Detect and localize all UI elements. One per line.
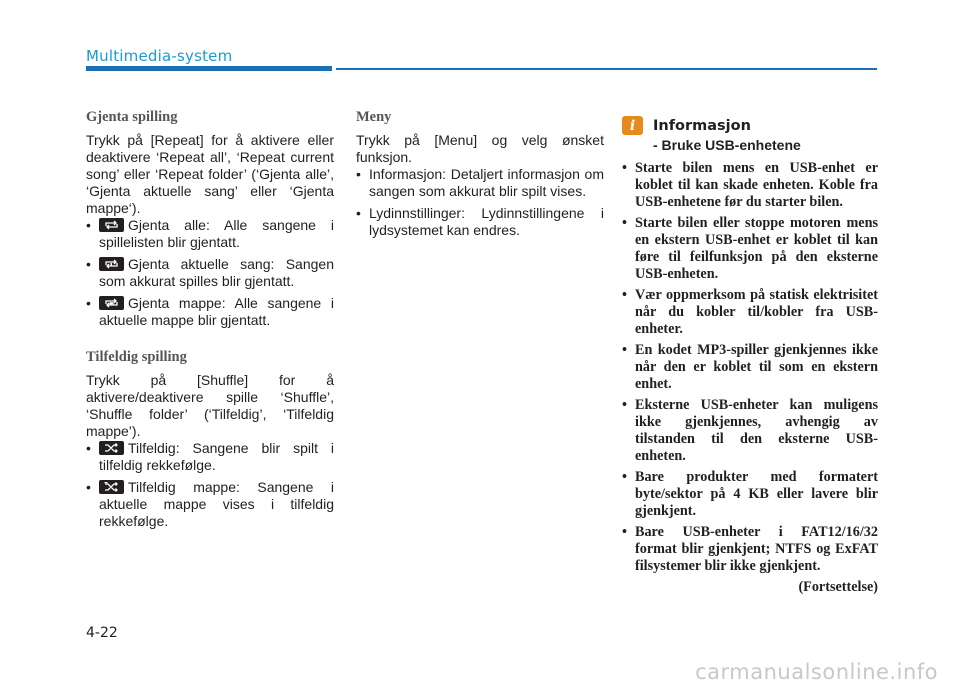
list-item: • Eksterne USB-enheter kan muligens ikke gjenkjennes, avhengig av tilstanden til den eksterne USB-enheten. <box>622 397 878 465</box>
repeat-intro: Trykk på [Repeat] for å aktivere eller deaktivere ‘Repeat all’, ‘Repeat current song’ eller ‘Repeat folder’ (‘Gjenta alle’, ‘Gjenta aktuelle sang’ eller ‘Gjenta mappe‘). <box>86 132 334 216</box>
menu-list <box>356 166 604 239</box>
list-item <box>86 217 334 251</box>
list-item: • Lydinnstillinger: Lydinnstillingene i lydsystemet kan endres. <box>356 205 604 239</box>
info-subtitle: - Bruke USB-enhetene <box>653 137 801 153</box>
watermark: carmanualsonline.info <box>695 660 938 684</box>
shuffle-folder-text: Tilfeldig mappe: Sangene i aktuelle mappe vises i tilfeldig rekkefølge. <box>99 479 334 529</box>
info-title: Informasjon <box>653 117 751 134</box>
column-menu <box>356 108 604 244</box>
shuffle-text: Tilfeldig: Sangene blir spilt i tilfeldig rekkefølge. <box>99 440 334 473</box>
list-item: • Informasjon: Detaljert informasjon om sangen som akkurat blir spilt vises. <box>356 166 604 200</box>
shuffle-icon <box>99 441 124 455</box>
shuffle-folder-icon <box>99 480 124 494</box>
repeat-all-text: Gjenta alle: Alle sangene i spillelisten blir gjentatt. <box>99 217 334 250</box>
list-item: • Vær oppmerksom på statisk elektrisitet når du kobler til/kobler fra USB-enheter. <box>622 287 878 338</box>
header-rule-thick <box>86 66 332 71</box>
list-item: • Starte bilen eller stoppe motoren mens en ekstern USB-enhet er koblet til kan føre til feilfunksjon på den eksterne USB-enheten. <box>622 215 878 283</box>
list-item: • Starte bilen mens en USB-enhet er koblet til kan skade enheten. Koble fra USB-enhetene før du starter bilen. <box>622 160 878 211</box>
list-item <box>86 479 334 530</box>
repeat-all-icon <box>99 218 124 232</box>
section-title: Multimedia-system <box>86 47 233 65</box>
list-item <box>86 295 334 329</box>
list-item <box>86 440 334 474</box>
info-header <box>622 116 878 135</box>
list-item: • Bare produkter med formatert byte/sektor på 4 KB eller lavere blir gjenkjent. <box>622 469 878 520</box>
repeat-one-icon <box>99 257 124 271</box>
info-icon: i <box>622 116 643 135</box>
list-item: • En kodet MP3-spiller gjenkjennes ikke når den er koblet til som en ekstern enhet. <box>622 342 878 393</box>
repeat-list <box>86 217 334 329</box>
repeat-heading: Gjenta spilling <box>86 109 178 125</box>
column-repeat-shuffle <box>86 108 334 535</box>
repeat-one-text: Gjenta aktuelle sang: Sangen som akkurat spilles blir gjentatt. <box>99 256 334 289</box>
shuffle-list <box>86 440 334 530</box>
shuffle-intro: Trykk på [Shuffle] for å aktivere/deaktivere spille ‘Shuffle’, ‘Shuffle folder’ (‘Tilfeldig’, ‘Tilfeldig mappe’). <box>86 372 334 439</box>
menu-heading: Meny <box>356 109 392 125</box>
list-item <box>86 256 334 290</box>
shuffle-heading: Tilfeldig spilling <box>86 349 187 365</box>
continued-note: (Fortsettelse) <box>798 579 878 595</box>
list-item: • Bare USB-enheter i FAT12/16/32 format blir gjenkjent; NTFS og ExFAT filsystemer blir ikke gjenkjent. <box>622 524 878 575</box>
page-number: 4-22 <box>86 625 118 641</box>
column-information <box>622 116 878 596</box>
menu-intro: Trykk på [Menu] og velg ønsket funksjon. <box>356 132 604 165</box>
repeat-folder-icon <box>99 296 124 310</box>
info-list <box>622 160 878 575</box>
repeat-folder-text: Gjenta mappe: Alle sangene i aktuelle mappe blir gjentatt. <box>99 295 334 328</box>
header-rule-thin <box>336 68 877 70</box>
